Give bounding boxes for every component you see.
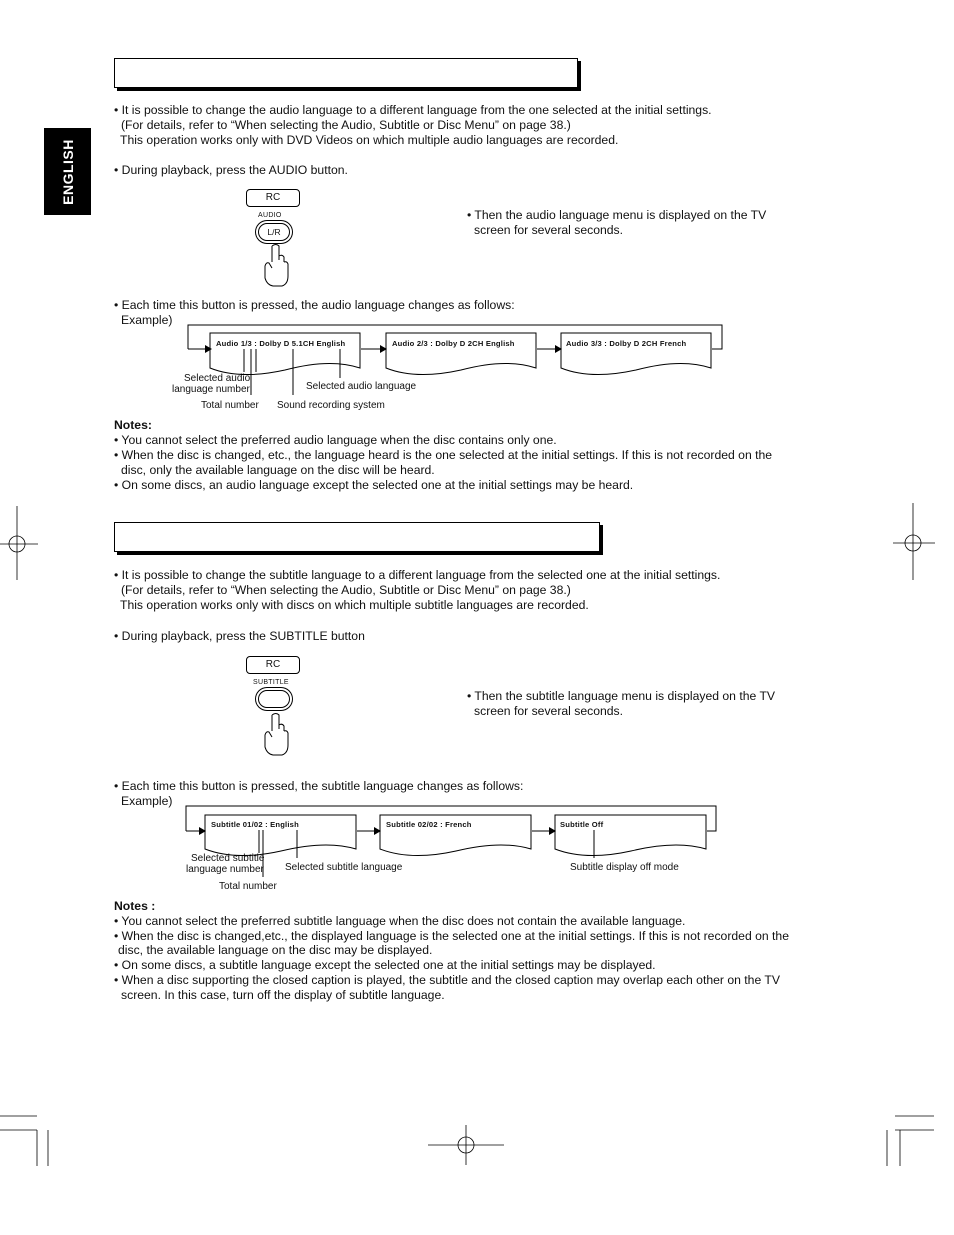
subtitle-rc-label-box: RC — [246, 656, 300, 674]
audio-screen-3-shape — [561, 333, 711, 375]
crop-marks-bottom-right-icon — [887, 1116, 934, 1166]
subtitle-cycle-line-1: • Each time this button is pressed, the subtitle language changes as follows: — [114, 779, 524, 793]
audio-button-caption: AUDIO — [258, 212, 282, 219]
audio-callout-system: Sound recording system — [277, 400, 385, 411]
subtitle-note-4: • When a disc supporting the closed caption is played, the subtitle and the closed caption may overlap each other on the TV — [114, 973, 780, 987]
subtitle-intro-line-1: • It is possible to change the subtitle language to a different language from the selected one at the initial settings. — [114, 568, 721, 582]
subtitle-result-line-1: • Then the subtitle language menu is displayed on the TV — [467, 689, 776, 703]
audio-result-line-1: • Then the audio language menu is displayed on the TV — [467, 208, 767, 222]
subtitle-note-2-cont: disc, the available language on the disc may be displayed. — [118, 943, 433, 957]
audio-screen-2-shape — [386, 333, 536, 375]
side-tab-label: ENGLISH — [59, 138, 76, 205]
subtitle-step: • During playback, press the SUBTITLE button — [114, 629, 365, 643]
subtitle-screen-1-text: Subtitle 01/02 : English — [211, 820, 299, 829]
subtitle-screen-2-text: Subtitle 02/02 : French — [386, 820, 472, 829]
audio-hand-pointer-icon — [265, 245, 288, 287]
audio-screen-3-text: Audio 3/3 : Dolby D 2CH French — [566, 339, 687, 348]
audio-note-2-cont: disc, only the available language on the disc will be heard. — [121, 463, 435, 477]
subtitle-note-4-cont: screen. In this case, turn off the display of subtitle language. — [121, 988, 445, 1002]
subtitle-notes-title: Notes : — [114, 899, 156, 913]
subtitle-note-3: • On some discs, a subtitle language except the selected one at the initial settings may be displayed. — [114, 958, 656, 972]
subtitle-screen-3-shape — [555, 815, 706, 856]
subtitle-intro-line-3: This operation works only with discs on which multiple subtitle languages are recorded. — [120, 598, 589, 612]
audio-screen-1-shape — [210, 333, 360, 375]
subtitle-intro-line-2: (For details, refer to “When selecting the Audio, Subtitle or Disc Menu” on page 38.) — [121, 583, 571, 597]
audio-callout-selected-number-2: language number — [172, 384, 250, 395]
audio-lr-button[interactable]: L/R — [258, 223, 290, 241]
audio-notes-title: Notes: — [114, 418, 152, 432]
subtitle-callout-total: Total number — [219, 881, 277, 892]
audio-note-2: • When the disc is changed, etc., the language heard is the one selected at the initial settings. If this is not recorded on the — [114, 448, 773, 462]
audio-screen-2-text: Audio 2/3 : Dolby D 2CH English — [392, 339, 515, 348]
audio-rc-label-box: RC — [246, 189, 300, 207]
audio-step: • During playback, press the AUDIO button. — [114, 163, 348, 177]
audio-screen-1-text: Audio 1/3 : Dolby D 5.1CH English — [216, 339, 346, 348]
subtitle-callout-off: Subtitle display off mode — [570, 862, 679, 873]
audio-cycle-line-2: Example) — [121, 313, 173, 327]
subtitle-callout-language: Selected subtitle language — [285, 862, 403, 873]
subtitle-screen-1-shape — [205, 815, 356, 856]
audio-arrow-left-icon — [205, 345, 212, 353]
audio-note-3: • On some discs, an audio language except the selected one at the initial settings may be heard. — [114, 478, 634, 492]
audio-intro-line-3: This operation works only with DVD Videos on which multiple audio languages are recorded. — [120, 133, 619, 147]
audio-callout-total: Total number — [201, 400, 259, 411]
audio-callout-selected-number-1: Selected audio — [184, 373, 251, 384]
subtitle-screen-3-text: Subtitle Off — [560, 820, 604, 829]
registration-mark-right-icon — [893, 503, 935, 580]
crop-marks-bottom-left-icon — [0, 1116, 48, 1166]
subtitle-hand-pointer-icon — [265, 714, 288, 756]
audio-intro-line-2: (For details, refer to “When selecting the Audio, Subtitle or Disc Menu” on page 38.) — [121, 118, 571, 132]
subtitle-note-2: • When the disc is changed,etc., the displayed language is the selected one at the initial settings. If this is not recorded on the — [114, 929, 789, 943]
audio-note-1: • You cannot select the preferred audio language when the disc contains only one. — [114, 433, 557, 447]
registration-mark-left-icon — [0, 506, 38, 580]
subtitle-callout-selected-number-1: Selected subtitle — [191, 853, 265, 864]
subtitle-note-1: • You cannot select the preferred subtitle language when the disc does not contain the available language. — [114, 914, 686, 928]
subtitle-loop-line — [186, 806, 716, 831]
subtitle-cycle-line-2: Example) — [121, 794, 173, 808]
audio-intro-line-1: • It is possible to change the audio language to a different language from the one selected at the initial settings. — [114, 103, 712, 117]
audio-cycle-line-1: • Each time this button is pressed, the audio language changes as follows: — [114, 298, 515, 312]
subtitle-button-caption: SUBTITLE — [253, 679, 289, 686]
subtitle-result-line-2: screen for several seconds. — [474, 704, 624, 718]
audio-loop-line — [188, 325, 722, 349]
subtitle-callout-selected-number-2: language number — [186, 864, 264, 875]
subtitle-screen-2-shape — [380, 815, 531, 856]
audio-callout-language: Selected audio language — [306, 381, 417, 392]
audio-result-line-2: screen for several seconds. — [474, 223, 624, 237]
registration-mark-bottom-icon — [428, 1125, 504, 1165]
